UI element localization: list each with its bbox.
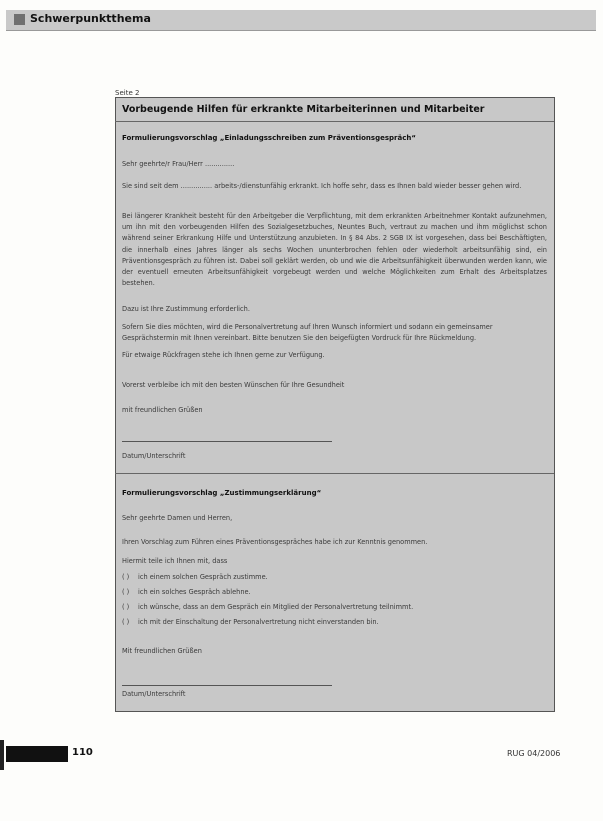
page-edge-mark [0, 740, 4, 770]
option-label: ich mit der Einschaltung der Personalvertretung nicht einverstanden bin. [138, 618, 379, 626]
section2-salutation: Sehr geehrte Damen und Herren, [122, 514, 233, 522]
option-row [122, 573, 268, 581]
option-row [122, 588, 251, 596]
section1-paragraph-5: Für etwaige Rückfragen stehe ich Ihnen gerne zur Verfügung. [122, 351, 325, 359]
option-checkbox[interactable]: ( ) [122, 618, 130, 626]
option-label: ich wünsche, dass an dem Gespräch ein Mitglied der Personalvertretung teilnimmt. [138, 603, 414, 611]
option-row [122, 618, 379, 626]
header-square-icon [14, 14, 25, 25]
figure-caption: Seite 2 [115, 89, 140, 97]
section1-paragraph-2: Bei längerer Krankheit besteht für den Arbeitgeber die Verpflichtung, mit dem erkrankten Arbeitnehmer Kontakt aufzunehmen, um ihn mit den vorbeugenden Hilfen des Sozialgesetzbuches, Neuntes Buch, vertraut zu machen und ihm möglichst schon während seiner Erkrankung Hilfe und Unterstützung anzubieten. In § 84 Abs. 2 SGB IX ist vorgesehen, dass bei Beschäftigten, die innerhalb eines Jahres länger als sechs Wochen ununterbrochen fehlen oder wiederholt arbeitsunfähig sind, ein Präventionsgespräch zu führen ist. Dabei soll geklärt werden, ob und wie die Arbeitsunfähigkeit überwunden werden kann, wie der eventuell erneuten Arbeitsunfähigkeit vorgebeugt werden und welche Möglichkeiten zum Erhalt des Arbeitsplatzes bestehen. [122, 212, 547, 288]
section1-paragraph-1: Sie sind seit dem ............... arbeits-/dienstunfähig erkrankt. Ich hoffe sehr, dass es Ihnen bald wieder besser gehen wird. [122, 182, 522, 190]
footer-bar [6, 746, 68, 762]
option-label: ich ein solches Gespräch ablehne. [138, 588, 251, 596]
issue-label: RUG 04/2006 [507, 749, 561, 758]
section1-title: Formulierungsvorschlag „Einladungsschreiben zum Präventionsgespräch“ [122, 134, 416, 142]
section1-signature-label: Datum/Unterschrift [122, 452, 186, 460]
section1-paragraph-4: Sofern Sie dies möchten, wird die Personalvertretung auf Ihren Wunsch informiert und sodann ein gemeinsamer Gesprächstermin mit Ihnen vereinbart. Bitte benutzen Sie den beigefügten Vordruck für Ihre Rückmeldung. [122, 323, 493, 343]
section1-signature-line [122, 441, 332, 442]
section2-paragraph-2: Hiermit teile ich Ihnen mit, dass [122, 557, 228, 565]
section2-signature-label: Datum/Unterschrift [122, 690, 186, 698]
title-divider [115, 121, 554, 122]
option-label: ich einem solchen Gespräch zustimme. [138, 573, 268, 581]
section2-closing: Mit freundlichen Grüßen [122, 647, 202, 655]
option-checkbox[interactable]: ( ) [122, 603, 130, 611]
option-checkbox[interactable]: ( ) [122, 588, 130, 596]
section1-paragraph-6: Vorerst verbleibe ich mit den besten Wünschen für Ihre Gesundheit [122, 381, 345, 389]
option-checkbox[interactable]: ( ) [122, 573, 130, 581]
section1-paragraph-3: Dazu ist Ihre Zustimmung erforderlich. [122, 305, 250, 313]
section1-closing: mit freundlichen Grüßen [122, 406, 203, 414]
section-divider [115, 473, 554, 474]
section2-paragraph-1: Ihren Vorschlag zum Führen eines Präventionsgespräches habe ich zur Kenntnis genommen. [122, 538, 428, 546]
panel-title: Vorbeugende Hilfen für erkrankte Mitarbeiterinnen und Mitarbeiter [122, 104, 485, 115]
option-row [122, 603, 413, 611]
section-header-title: Schwerpunktthema [30, 12, 151, 25]
page-number: 110 [72, 747, 93, 758]
section2-signature-line [122, 685, 332, 686]
section2-title: Formulierungsvorschlag „Zustimmungserklärung“ [122, 489, 322, 497]
section1-salutation: Sehr geehrte/r Frau/Herr .............. [122, 160, 235, 168]
